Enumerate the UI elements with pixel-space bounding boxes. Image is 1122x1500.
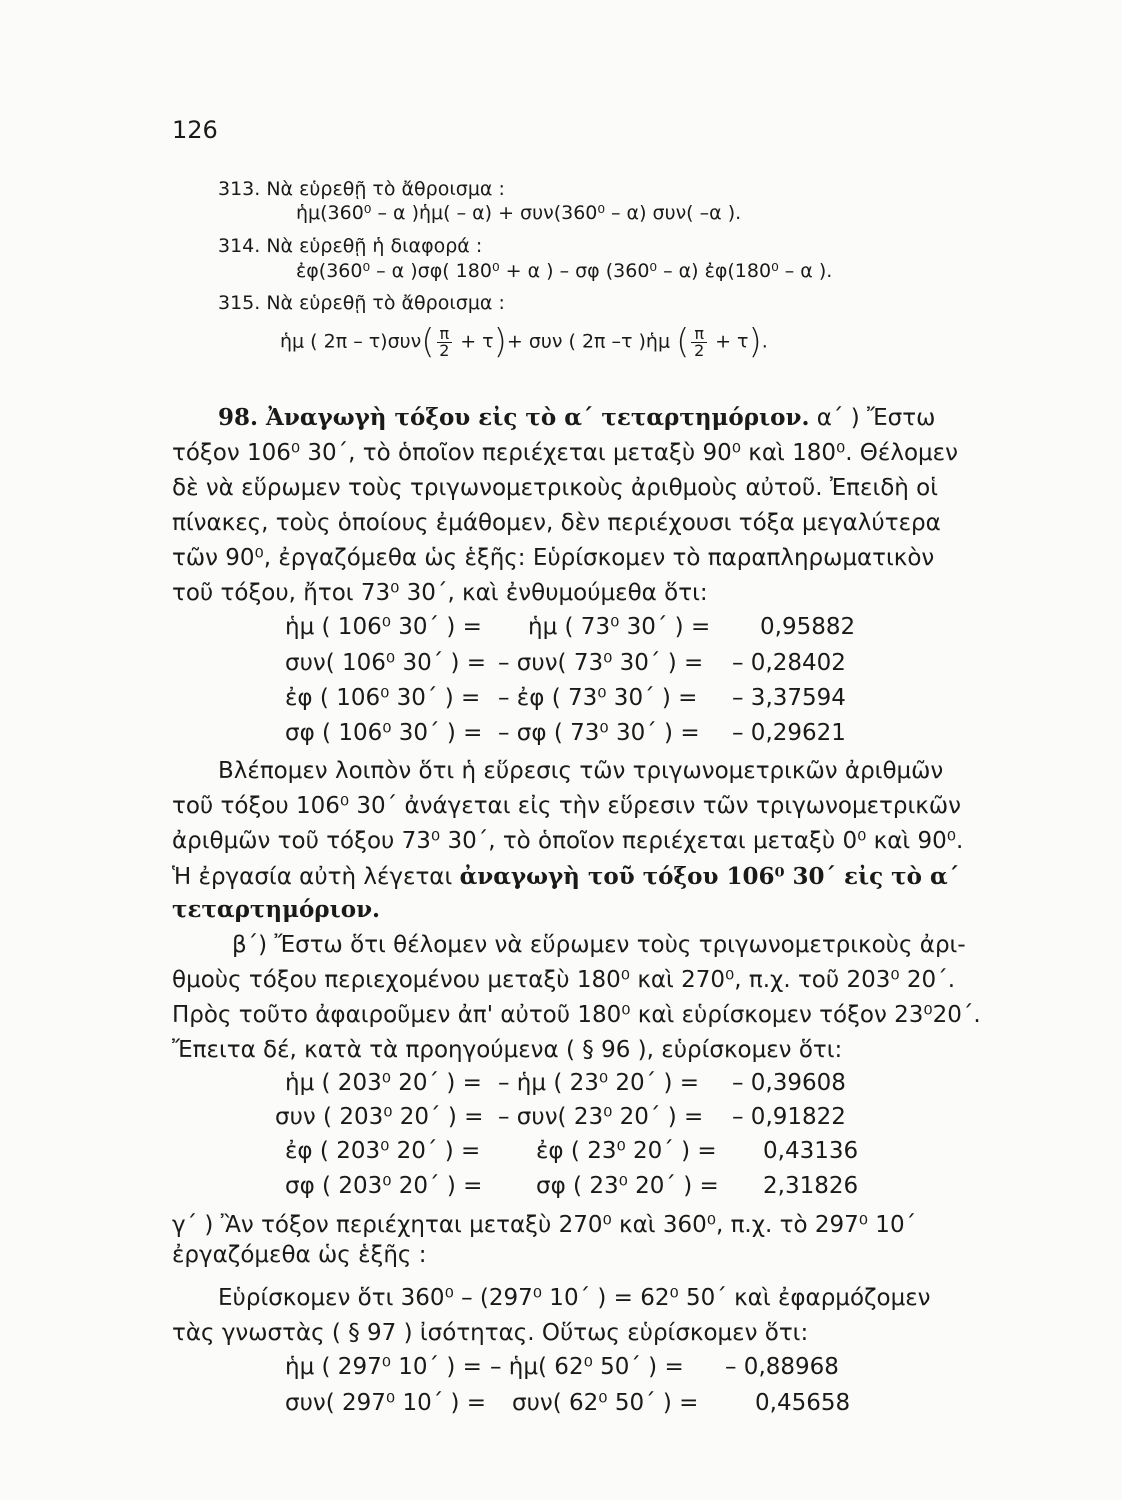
paragraph-line: Εὑρίσκομεν ὅτι 360⁰ – (297⁰ 10΄ ) = 62⁰ 50΄ καὶ ἐφαρμόζομεν [218, 1285, 931, 1311]
paragraph-line: Πρὸς τοῦτο ἀφαιροῦμεν ἀπ' αὐτοῦ 180⁰ καὶ εὑρίσκομεν τόξον 23⁰20΄. [172, 1002, 981, 1028]
eq-lhs: συν( 297⁰ 10΄ ) = [285, 1390, 487, 1416]
eq-mid: – ἐφ ( 73⁰ 30΄ ) = [498, 685, 698, 711]
fraction [691, 323, 707, 360]
formula-part: ἡμ ( 2π – τ)συν [280, 330, 422, 353]
formula-end: . [761, 330, 768, 353]
equation-row [0, 685, 1122, 717]
eq-lhs: ἐφ ( 106⁰ 30΄ ) = [285, 685, 481, 711]
formula-part: + συν ( 2π –τ )ἡμ [506, 330, 671, 353]
section-heading: 98. Ἀναγωγὴ τόξου εἰς τὸ α΄ τεταρτημόριον. [218, 404, 810, 431]
frac-denominator: 2 [439, 340, 450, 360]
exercise-314-formula: ἐφ(360⁰ – α )σφ( 180⁰ + α ) – σφ (360⁰ – α) ἐφ(180⁰ – α ). [296, 260, 833, 282]
equation-row [0, 1390, 1122, 1422]
section-98-first-line [218, 404, 935, 431]
eq-rhs: – 0,29621 [732, 720, 846, 746]
eq-rhs: 0,45658 [755, 1390, 851, 1416]
paragraph-line: δὲ νὰ εὕρωμεν τοὺς τριγωνομετρικοὺς ἀριθμοὺς αὐτοῦ. Ἐπειδὴ οἱ [172, 475, 939, 501]
left-paren: ( [676, 322, 690, 362]
eq-mid: σφ ( 23⁰ 20΄ ) = [536, 1173, 719, 1199]
right-paren: ) [493, 322, 507, 362]
paragraph-line: β΄) Ἔστω ὅτι θέλομεν νὰ εὕρωμεν τοὺς τριγωνομετρικοὺς ἀρι- [232, 932, 966, 958]
equation-row [0, 720, 1122, 752]
equation-row [0, 1104, 1122, 1136]
eq-lhs: συν( 106⁰ 30΄ ) = [285, 650, 487, 676]
eq-lhs: ἡμ ( 106⁰ 30΄ ) = [285, 614, 482, 640]
plain-text: Ἡ ἐργασία αὐτὴ λέγεται [172, 864, 460, 890]
paragraph-line: πίνακες, τοὺς ὁποίους ἐμάθομεν, δὲν περιέχουσι τόξα μεγαλύτερα [172, 510, 941, 536]
paragraph-line: Βλέπομεν λοιπὸν ὅτι ἡ εὕρεσις τῶν τριγωνομετρικῶν ἀριθμῶν [218, 758, 944, 784]
eq-mid: – συν( 23⁰ 20΄ ) = [498, 1104, 704, 1130]
formula-part: + τ [460, 330, 494, 353]
eq-rhs: 0,43136 [763, 1138, 859, 1164]
eq-mid: – ἡμ( 62⁰ 50΄ ) = [490, 1354, 684, 1380]
heading-rest: α΄ ) Ἔστω [809, 405, 936, 431]
right-paren: ) [748, 322, 762, 362]
exercise-315-formula [280, 322, 768, 362]
eq-lhs: σφ ( 106⁰ 30΄ ) = [285, 720, 483, 746]
paragraph-line: ἀριθμῶν τοῦ τόξου 73⁰ 30΄, τὸ ὁποῖον περιέχεται μεταξὺ 0⁰ καὶ 90⁰. [172, 828, 964, 854]
paragraph-line: τόξον 106⁰ 30΄, τὸ ὁποῖον περιέχεται μεταξὺ 90⁰ καὶ 180⁰. Θέλομεν [172, 440, 958, 466]
paragraph-line: γ΄ ) Ἂν τόξον περιέχηται μεταξὺ 270⁰ καὶ 360⁰, π.χ. τὸ 297⁰ 10΄ [172, 1212, 917, 1238]
equation-row [0, 1070, 1122, 1102]
eq-rhs: 2,31826 [763, 1173, 859, 1199]
eq-mid: συν( 62⁰ 50΄ ) = [512, 1390, 699, 1416]
page-number: 126 [172, 116, 218, 144]
eq-lhs: ἡμ ( 203⁰ 20΄ ) = [285, 1070, 482, 1096]
exercise-315-label: 315. Νὰ εὑρεθῇ τὸ ἄθροισμα : [218, 292, 505, 314]
eq-rhs: – 3,37594 [732, 685, 846, 711]
bold-term: ἀναγωγὴ τοῦ τόξου 106⁰ 30΄ εἰς τὸ α΄ [459, 863, 960, 890]
paragraph-line: τοῦ τόξου 106⁰ 30΄ ἀνάγεται εἰς τὴν εὕρεσιν τῶν τριγωνομετρικῶν [172, 793, 961, 819]
equation-row [0, 1138, 1122, 1170]
frac-denominator: 2 [694, 340, 705, 360]
eq-rhs: – 0,88968 [725, 1354, 839, 1380]
equation-row [0, 650, 1122, 682]
eq-mid: ἐφ ( 23⁰ 20΄ ) = [536, 1138, 717, 1164]
paragraph-line: Ἔπειτα δέ, κατὰ τὰ προηγούμενα ( § 96 ), εὑρίσκομεν ὅτι: [172, 1037, 843, 1063]
eq-mid: – σφ ( 73⁰ 30΄ ) = [498, 720, 700, 746]
equation-row [0, 1173, 1122, 1205]
paragraph-line: τῶν 90⁰, ἐργαζόμεθα ὡς ἑξῆς: Εὑρίσκομεν τὸ παραπληρωματικὸν [172, 545, 935, 571]
eq-rhs: 0,95882 [760, 614, 856, 640]
equation-row [0, 614, 1122, 646]
frac-numerator: π [691, 326, 707, 343]
exercise-313-formula: ἡμ(360⁰ – α )ἡμ( – α) + συν(360⁰ – α) συν( –α ). [296, 202, 742, 224]
eq-lhs: συν ( 203⁰ 20΄ ) = [275, 1104, 484, 1130]
paragraph-line: τὰς γνωστὰς ( § 97 ) ἰσότητας. Οὕτως εὑρίσκομεν ὅτι: [172, 1320, 809, 1346]
paragraph-line: θμοὺς τόξου περιεχομένου μεταξὺ 180⁰ καὶ 270⁰, π.χ. τοῦ 203⁰ 20΄. [172, 967, 955, 993]
eq-rhs: – 0,39608 [732, 1070, 846, 1096]
eq-mid: – ἡμ ( 23⁰ 20΄ ) = [498, 1070, 700, 1096]
paragraph-line [172, 863, 959, 890]
exercise-314-label: 314. Νὰ εὑρεθῇ ἡ διαφορά : [218, 235, 483, 257]
eq-lhs: σφ ( 203⁰ 20΄ ) = [285, 1173, 483, 1199]
eq-mid: – συν( 73⁰ 30΄ ) = [498, 650, 704, 676]
frac-numerator: π [437, 326, 453, 343]
left-paren: ( [421, 322, 435, 362]
paragraph-line [172, 896, 380, 923]
paragraph-line: ἐργαζόμεθα ὡς ἑξῆς : [172, 1242, 427, 1268]
eq-rhs: – 0,91822 [732, 1104, 846, 1130]
eq-lhs: ἐφ ( 203⁰ 20΄ ) = [285, 1138, 481, 1164]
bold-term: τεταρτημόριον. [172, 896, 381, 923]
formula-part: + τ [715, 330, 749, 353]
paragraph-line: τοῦ τόξου, ἤτοι 73⁰ 30΄, καὶ ἐνθυμούμεθα ὅτι: [172, 580, 708, 606]
exercise-313-label: 313. Νὰ εὑρεθῇ τὸ ἄθροισμα : [218, 178, 505, 200]
eq-rhs: – 0,28402 [732, 650, 846, 676]
eq-lhs: ἡμ ( 297⁰ 10΄ ) = [285, 1354, 482, 1380]
eq-mid: ἡμ ( 73⁰ 30΄ ) = [528, 614, 711, 640]
fraction [437, 323, 453, 360]
equation-row [0, 1354, 1122, 1386]
